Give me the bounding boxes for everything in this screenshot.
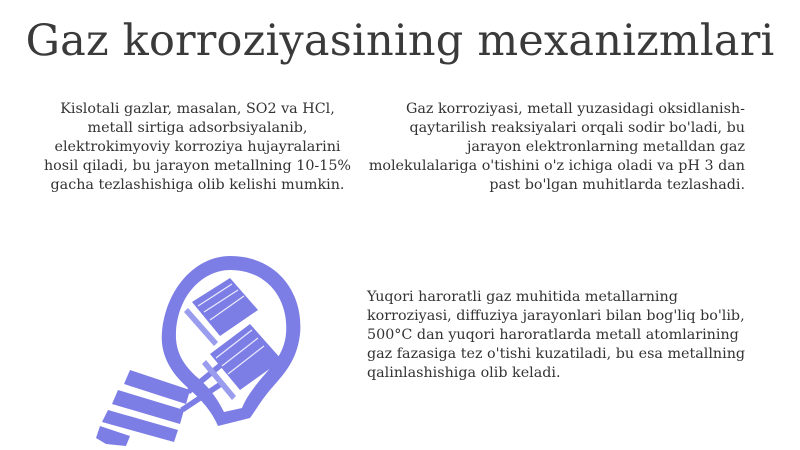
lightbulb-with-book-icon: [90, 250, 315, 450]
slide-title: Gaz korroziyasining mexanizmlari: [25, 16, 775, 66]
paragraph-right: Gaz korroziyasi, metall yuzasidagi oksidlanish-qaytarilish reaksiyalari orqali sodir bo'ladi, bu jarayon elektronlarning metalldan gaz molekulalariga o'tishini o'z ichiga oladi va pH 3 dan past bo'lgan muhitlarda tezlashadi.: [368, 101, 745, 193]
paragraph-bottom: Yuqori haroratli gaz muhitida metallarning korroziyasi, diffuziya jarayonlari bilan bog'liq bo'lib, 500°C dan yuqori haroratlarda metall atomlarining gaz fazasiga tez o'tishi kuzatiladi, bu esa metallning qalinlashishiga olib keladi.: [367, 289, 746, 381]
paragraph-left: Kislotali gazlar, masalan, SO2 va HCl, metall sirtiga adsorbsiyalanib, elektrokimyoviy korroziya hujayralarini hosil qiladi, bu jarayon metallning 10-15% gacha tezlashishiga olib kelishi mumkin.: [43, 101, 352, 193]
